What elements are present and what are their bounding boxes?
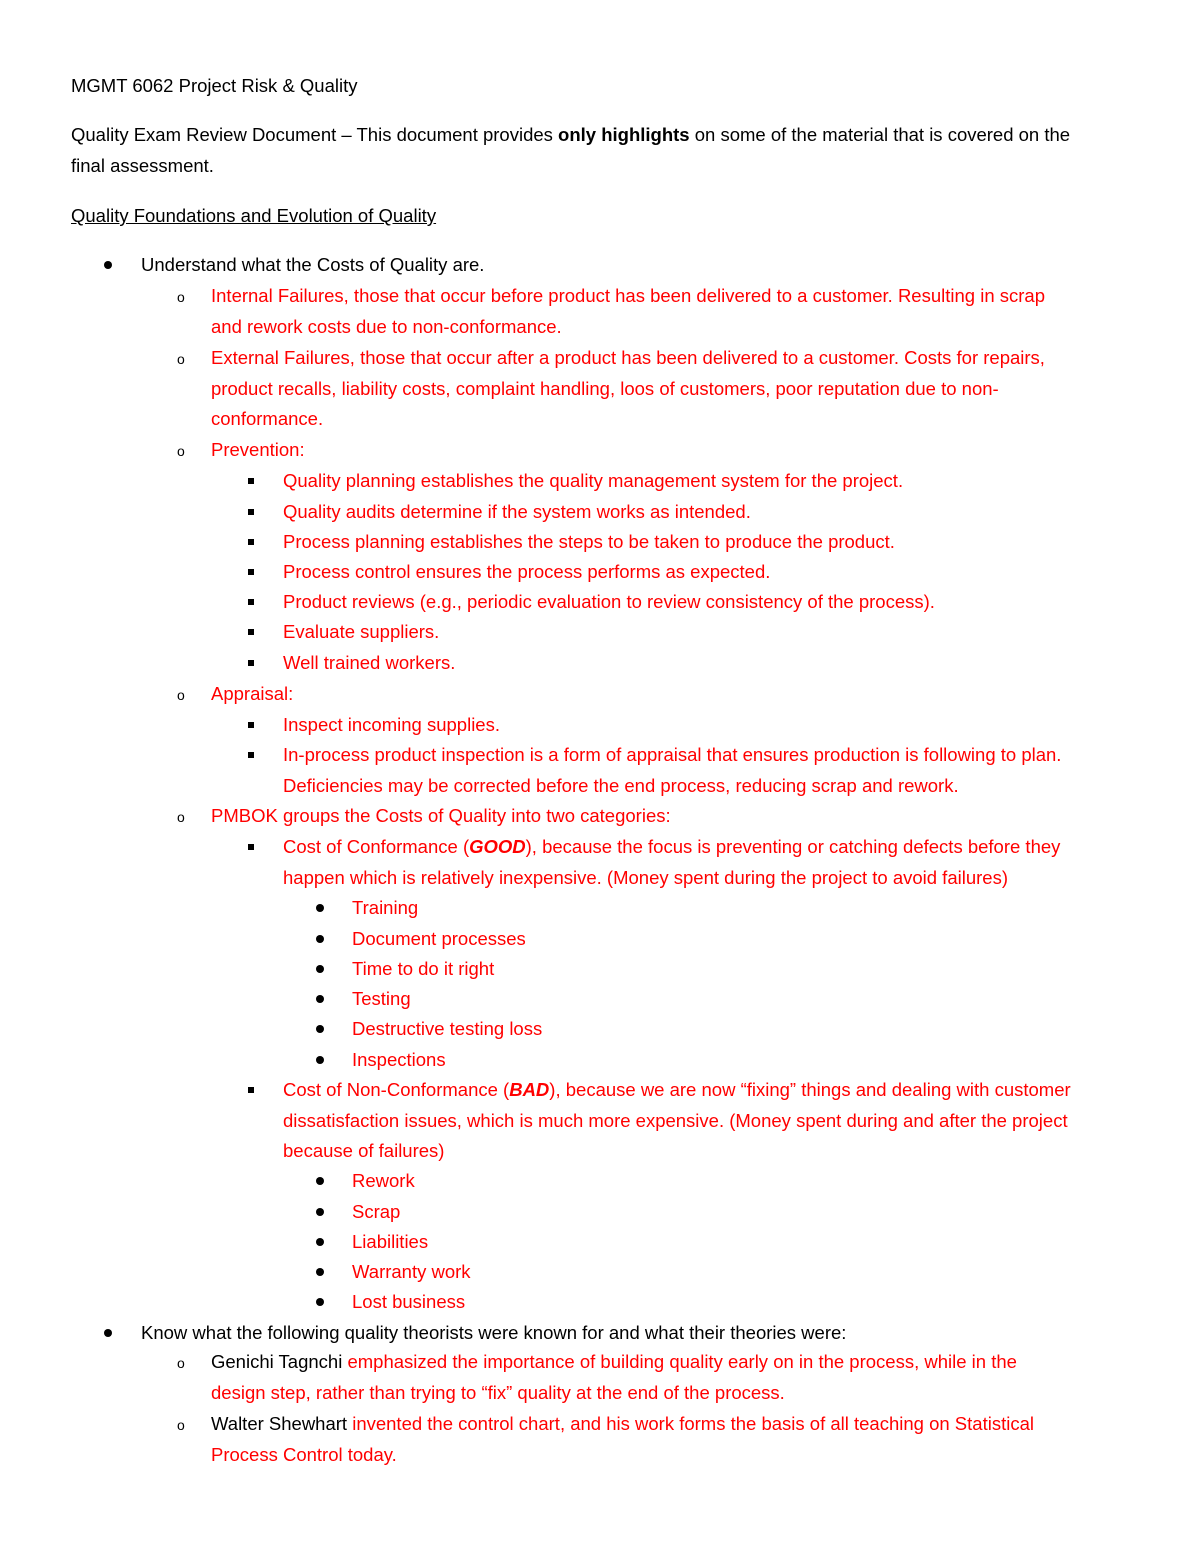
square-bullet-icon xyxy=(248,509,254,515)
nonconformance-item xyxy=(352,1168,415,1194)
nonconformance-line-1 xyxy=(283,1077,1071,1103)
prevention-item-text: Process control ensures the process performs as expected. xyxy=(283,561,771,582)
nonconformance-text-cont: dissatisfaction issues, which is much more expensive. (Money spent during and after the project xyxy=(283,1110,1068,1131)
conformance-line-2 xyxy=(283,865,1008,891)
theorists-lead-text: Know what the following quality theorists were known for and what their theories were: xyxy=(141,1322,847,1343)
prevention-label xyxy=(211,437,305,463)
square-bullet-icon xyxy=(248,478,254,484)
nonconformance-item-text: Rework xyxy=(352,1170,415,1191)
nonconformance-text-cont: ), because we are now “fixing” things and dealing with customer xyxy=(549,1079,1071,1100)
appraisal-item-text: In-process product inspection is a form of appraisal that ensures production is following to plan. xyxy=(283,744,1062,765)
circle-bullet-icon: o xyxy=(177,687,185,703)
prevention-item-text: Process planning establishes the steps to be taken to produce the product. xyxy=(283,531,895,552)
nonconformance-item-text: Scrap xyxy=(352,1201,401,1222)
internal-text: and rework costs due to non-conformance. xyxy=(211,316,562,337)
circle-bullet-icon: o xyxy=(177,443,185,459)
internal-text: Internal Failures, those that occur before product has been delivered to a customer. Resulting in scrap xyxy=(211,285,1045,306)
conformance-item-text: Testing xyxy=(352,988,411,1009)
title-text: MGMT 6062 Project Risk & Quality xyxy=(71,75,358,96)
circle-bullet-icon: o xyxy=(177,351,185,367)
nonconformance-item xyxy=(352,1199,400,1225)
intro-line-1 xyxy=(71,122,1070,148)
theorist-desc: Process Control today. xyxy=(211,1444,397,1465)
prevention-item xyxy=(283,499,751,525)
conformance-item-text: Training xyxy=(352,897,419,918)
conformance-item xyxy=(352,986,411,1012)
theorist-desc: emphasized the importance of building quality early on in the process, while in the xyxy=(342,1351,1017,1372)
conformance-item xyxy=(352,1047,446,1073)
bullet-dot-icon xyxy=(316,1208,324,1216)
square-bullet-icon xyxy=(248,752,254,758)
prevention-item xyxy=(283,559,770,585)
section-heading-text: Quality Foundations and Evolution of Quality xyxy=(71,205,437,226)
nonconformance-line-2 xyxy=(283,1108,1068,1134)
appraisal-item-cont xyxy=(283,773,959,799)
theorist-desc: design step, rather than trying to “fix” quality at the end of the process. xyxy=(211,1382,785,1403)
external-text: External Failures, those that occur after a product has been delivered to a customer. Costs for repairs, xyxy=(211,347,1045,368)
bullet-dot-icon xyxy=(316,1298,324,1306)
circle-bullet-icon: o xyxy=(177,289,185,305)
appraisal-item xyxy=(283,712,500,738)
nonconformance-line-3 xyxy=(283,1138,444,1164)
conformance-item xyxy=(352,1016,542,1042)
external-failures-line-1 xyxy=(211,345,1045,371)
taguchi-line-1 xyxy=(211,1349,1017,1375)
bullet-dot-icon xyxy=(104,261,112,269)
prevention-item-text: Product reviews (e.g., periodic evaluation to review consistency of the process). xyxy=(283,591,935,612)
appraisal-label xyxy=(211,681,293,707)
conformance-line-1 xyxy=(283,834,1060,860)
pmbok-line xyxy=(211,803,671,829)
costs-lead xyxy=(141,252,484,278)
intro-text-end: final assessment. xyxy=(71,155,214,176)
conformance-tag: GOOD xyxy=(469,836,526,857)
circle-bullet-icon: o xyxy=(177,1355,185,1371)
square-bullet-icon xyxy=(248,599,254,605)
appraisal-item-text: Inspect incoming supplies. xyxy=(283,714,500,735)
taguchi-line-2 xyxy=(211,1380,785,1406)
bullet-dot-icon xyxy=(316,935,324,943)
nonconformance-item-text: Warranty work xyxy=(352,1261,471,1282)
conformance-item-text: Time to do it right xyxy=(352,958,495,979)
nonconformance-item xyxy=(352,1289,465,1315)
theorist-name: Genichi Tagnchi xyxy=(211,1351,343,1372)
nonconformance-item xyxy=(352,1259,471,1285)
square-bullet-icon xyxy=(248,660,254,666)
prevention-item-text: Quality planning establishes the quality management system for the project. xyxy=(283,470,904,491)
bullet-dot-icon xyxy=(316,965,324,973)
prevention-item-text: Quality audits determine if the system works as intended. xyxy=(283,501,751,522)
internal-failures-line-1 xyxy=(211,283,1045,309)
square-bullet-icon xyxy=(248,569,254,575)
conformance-item xyxy=(352,956,494,982)
external-text: product recalls, liability costs, complaint handling, loos of customers, poor reputation due to non- xyxy=(211,378,999,399)
square-bullet-icon xyxy=(248,722,254,728)
bullet-dot-icon xyxy=(316,995,324,1003)
appraisal-label-text: Appraisal: xyxy=(211,683,294,704)
prevention-item xyxy=(283,468,903,494)
theorist-desc: invented the control chart, and his work forms the basis of all teaching on Statistical xyxy=(347,1413,1034,1434)
intro-line-2 xyxy=(71,153,214,179)
bullet-dot-icon xyxy=(316,1177,324,1185)
conformance-item-text: Inspections xyxy=(352,1049,446,1070)
shewhart-line-2 xyxy=(211,1442,397,1468)
appraisal-item-text: Deficiencies may be corrected before the end process, reducing scrap and rework. xyxy=(283,775,959,796)
circle-bullet-icon: o xyxy=(177,809,185,825)
bullet-dot-icon xyxy=(316,1238,324,1246)
prevention-item-text: Evaluate suppliers. xyxy=(283,621,440,642)
conformance-text: Cost of Conformance ( xyxy=(283,836,470,857)
conformance-item-text: Document processes xyxy=(352,928,526,949)
bullet-dot-icon xyxy=(316,1025,324,1033)
prevention-item xyxy=(283,529,895,555)
costs-lead-text: Understand what the Costs of Quality are. xyxy=(141,254,485,275)
document-title xyxy=(71,73,358,99)
section-heading xyxy=(71,203,436,229)
theorists-lead xyxy=(141,1320,846,1346)
nonconformance-text-end: because of failures) xyxy=(283,1140,445,1161)
nonconformance-item xyxy=(352,1229,428,1255)
internal-failures-line-2 xyxy=(211,314,562,340)
external-failures-line-2 xyxy=(211,376,999,402)
square-bullet-icon xyxy=(248,1087,254,1093)
conformance-text-end: happen which is relatively inexpensive. (Money spent during the project to avoid failures) xyxy=(283,867,1008,888)
circle-bullet-icon: o xyxy=(177,1417,185,1433)
conformance-text-cont: ), because the focus is preventing or catching defects before they xyxy=(525,836,1061,857)
square-bullet-icon xyxy=(248,844,254,850)
conformance-item xyxy=(352,926,526,952)
nonconformance-item-text: Liabilities xyxy=(352,1231,429,1252)
external-failures-line-3 xyxy=(211,406,323,432)
bullet-dot-icon xyxy=(316,904,324,912)
square-bullet-icon xyxy=(248,629,254,635)
bullet-dot-icon xyxy=(316,1268,324,1276)
external-text: conformance. xyxy=(211,408,324,429)
bullet-dot-icon xyxy=(316,1056,324,1064)
nonconformance-item-text: Lost business xyxy=(352,1291,466,1312)
bullet-dot-icon xyxy=(104,1329,112,1337)
intro-bold-text: only highlights xyxy=(558,124,690,145)
prevention-item xyxy=(283,650,455,676)
intro-text: Quality Exam Review Document – This document provides xyxy=(71,124,559,145)
conformance-item-text: Destructive testing loss xyxy=(352,1018,543,1039)
intro-text-cont: on some of the material that is covered on the xyxy=(689,124,1071,145)
pmbok-text: PMBOK groups the Costs of Quality into two categories: xyxy=(211,805,671,826)
square-bullet-icon xyxy=(248,539,254,545)
nonconformance-tag: BAD xyxy=(509,1079,550,1100)
prevention-item xyxy=(283,619,439,645)
shewhart-line-1 xyxy=(211,1411,1034,1437)
conformance-item xyxy=(352,895,418,921)
theorist-name: Walter Shewhart xyxy=(211,1413,348,1434)
prevention-item-text: Well trained workers. xyxy=(283,652,456,673)
prevention-label-text: Prevention: xyxy=(211,439,305,460)
nonconformance-text: Cost of Non-Conformance ( xyxy=(283,1079,510,1100)
prevention-item xyxy=(283,589,935,615)
appraisal-item xyxy=(283,742,1061,768)
